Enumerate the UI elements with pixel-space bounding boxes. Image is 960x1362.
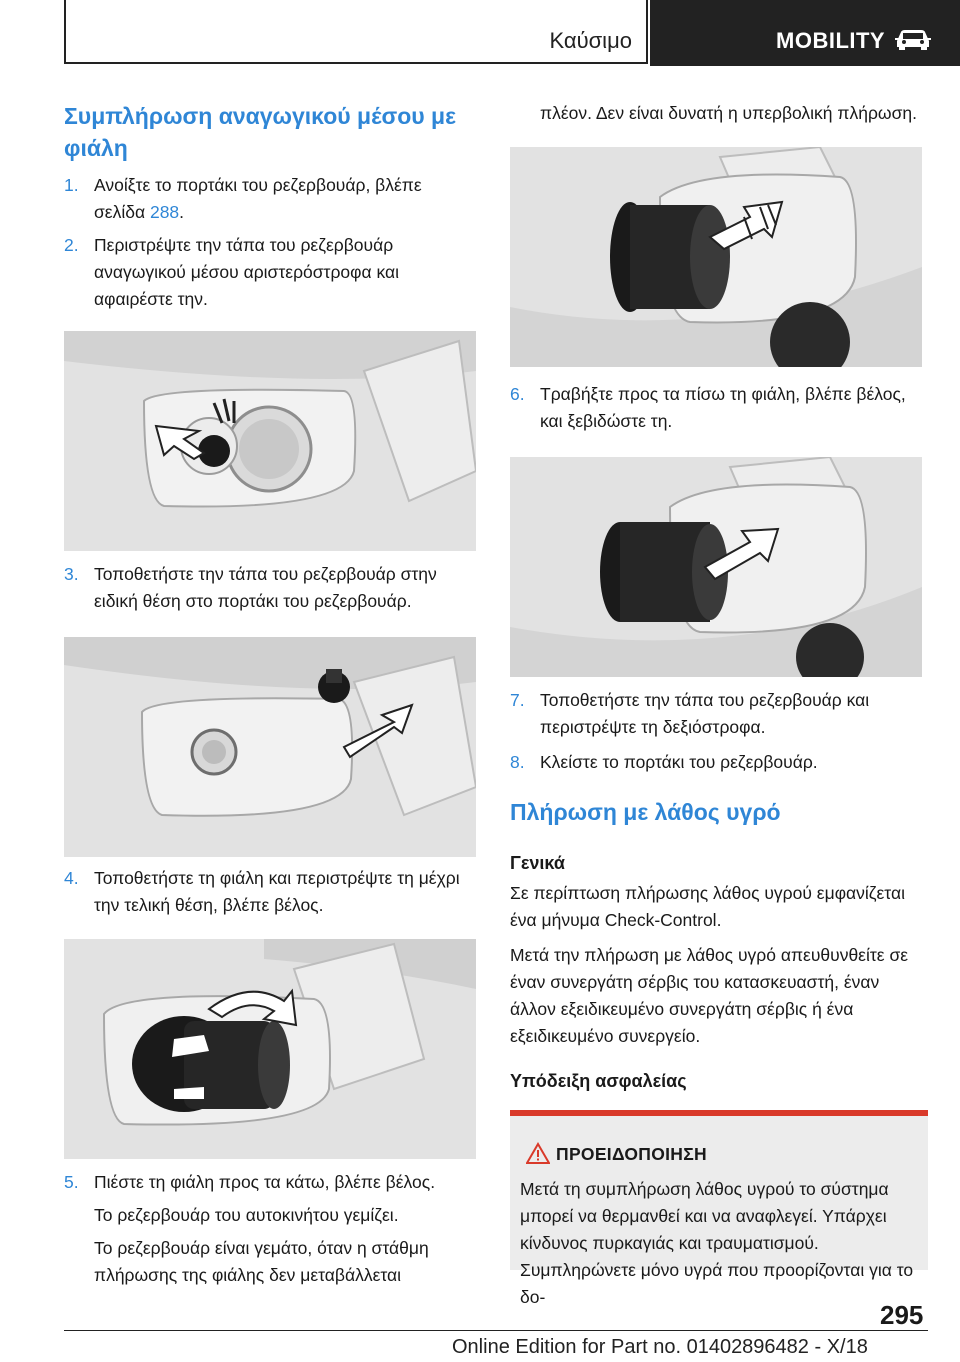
general-heading: Γενικά <box>510 853 565 873</box>
step-number: 7. <box>510 690 525 710</box>
step-5-note-full: Το ρεζερβουάρ είναι γεμάτο, όταν η στάθμη πλήρωσης της φιάλης δεν μεταβάλλεται <box>94 1238 429 1285</box>
step-text: Περιστρέψτε την τάπα του ρεζερβουάρ αναγωγικού μέσου αριστερόστροφα και αφαιρέστε την. <box>94 235 400 309</box>
warning-title: ΠΡΟΕΙΔΟΠΟΙΗΣΗ <box>556 1144 707 1164</box>
step-number: 1. <box>64 175 79 195</box>
step-number: 6. <box>510 384 525 404</box>
step-text: Ανοίξτε το πορτάκι του ρεζερβουάρ, βλέπε σελίδα <box>94 175 422 222</box>
header-brand-box <box>650 0 960 66</box>
step-number: 2. <box>64 235 79 255</box>
step-number: 4. <box>64 868 79 888</box>
left-column <box>64 100 476 1289</box>
step-1: 1. Ανοίξτε το πορτάκι του ρεζερβουάρ, βλέπε σελίδα 288. <box>64 172 476 226</box>
illustration-store-cap <box>64 637 476 857</box>
page-link[interactable]: 288 <box>149 202 180 222</box>
illustration-remove-cap <box>64 331 476 551</box>
page-number: 295 <box>880 1300 924 1330</box>
header-section-title: Καύσιμο <box>549 28 632 53</box>
header-section-box <box>64 0 648 64</box>
step-4 <box>64 865 476 919</box>
step-5-note-fill: Το ρεζερβουάρ του αυτοκινήτου γεμίζει. <box>94 1205 399 1225</box>
step-number: 8. <box>510 752 525 772</box>
right-column <box>510 100 922 1094</box>
warning-box <box>510 1110 928 1307</box>
car-icon <box>894 27 932 51</box>
section-title-bottle-refill: Συμπλήρωση αναγωγικού μέσου με φιάλη <box>64 103 457 161</box>
step-number: 5. <box>64 1172 79 1192</box>
warning-text: Μετά τη συμπλήρωση λάθος υγρού το σύστημα μπορεί να θερμανθεί και να αναφλεγεί. Υπάρχει κίνδυνος πυρκαγιάς και τραυματισμού. Συμπληρώνετε μόνο υγρά που προορίζονται για το δο- <box>520 1179 914 1307</box>
footer-edition: Online Edition for Part no. 01402896482 - X/18 <box>452 1336 868 1358</box>
step-text: Τραβήξτε προς τα πίσω τη φιάλη, βλέπε βέλος, και ξεβιδώστε τη. <box>540 384 906 431</box>
footer-divider <box>64 1330 928 1331</box>
step-5-note-continued: πλέον. Δεν είναι δυνατή η υπερβολική πλήρωση. <box>540 103 917 123</box>
header-brand-label: MOBILITY <box>776 28 886 53</box>
step-text: Τοποθετήστε τη φιάλη και περιστρέψτε τη μέχρι την τελική θέση, βλέπε βέλος. <box>94 868 460 915</box>
warning-triangle-icon <box>526 1142 550 1164</box>
step-text: Τοποθετήστε την τάπα του ρεζερβουάρ στην ειδική θέση στο πορτάκι του ρεζερβουάρ. <box>94 564 437 611</box>
illustration-pull-bottle <box>510 457 922 677</box>
general-paragraph-1: Σε περίπτωση πλήρωσης λάθος υγρού εμφανίζεται ένα μήνυμα Check-Control. <box>510 883 905 930</box>
step-text: Πιέστε τη φιάλη προς τα κάτω, βλέπε βέλος. <box>94 1172 436 1192</box>
step-8 <box>510 749 922 776</box>
general-paragraph-2: Μετά την πλήρωση με λάθος υγρό απευθυνθείτε σε έναν συνεργάτη σέρβις του κατασκευαστή, έναν άλλον εξειδικευμένο συνεργάτη σέρβις ή ένα εξειδικευμένο συνεργείο. <box>510 945 909 1046</box>
illustration-insert-bottle <box>64 939 476 1159</box>
section-title-wrong-fluid: Πλήρωση με λάθος υγρό <box>510 799 781 825</box>
illustration-press-bottle <box>510 147 922 367</box>
step-5 <box>64 1169 476 1196</box>
step-number: 3. <box>64 564 79 584</box>
step-3 <box>64 561 476 615</box>
step-text: Κλείστε το πορτάκι του ρεζερβουάρ. <box>540 752 818 772</box>
step-6 <box>510 381 922 435</box>
step-7 <box>510 687 922 741</box>
safety-heading: Υπόδειξη ασφαλείας <box>510 1071 687 1091</box>
step-2 <box>64 232 476 313</box>
step-text: Τοποθετήστε την τάπα του ρεζερβουάρ και περιστρέψτε τη δεξιόστροφα. <box>540 690 870 737</box>
